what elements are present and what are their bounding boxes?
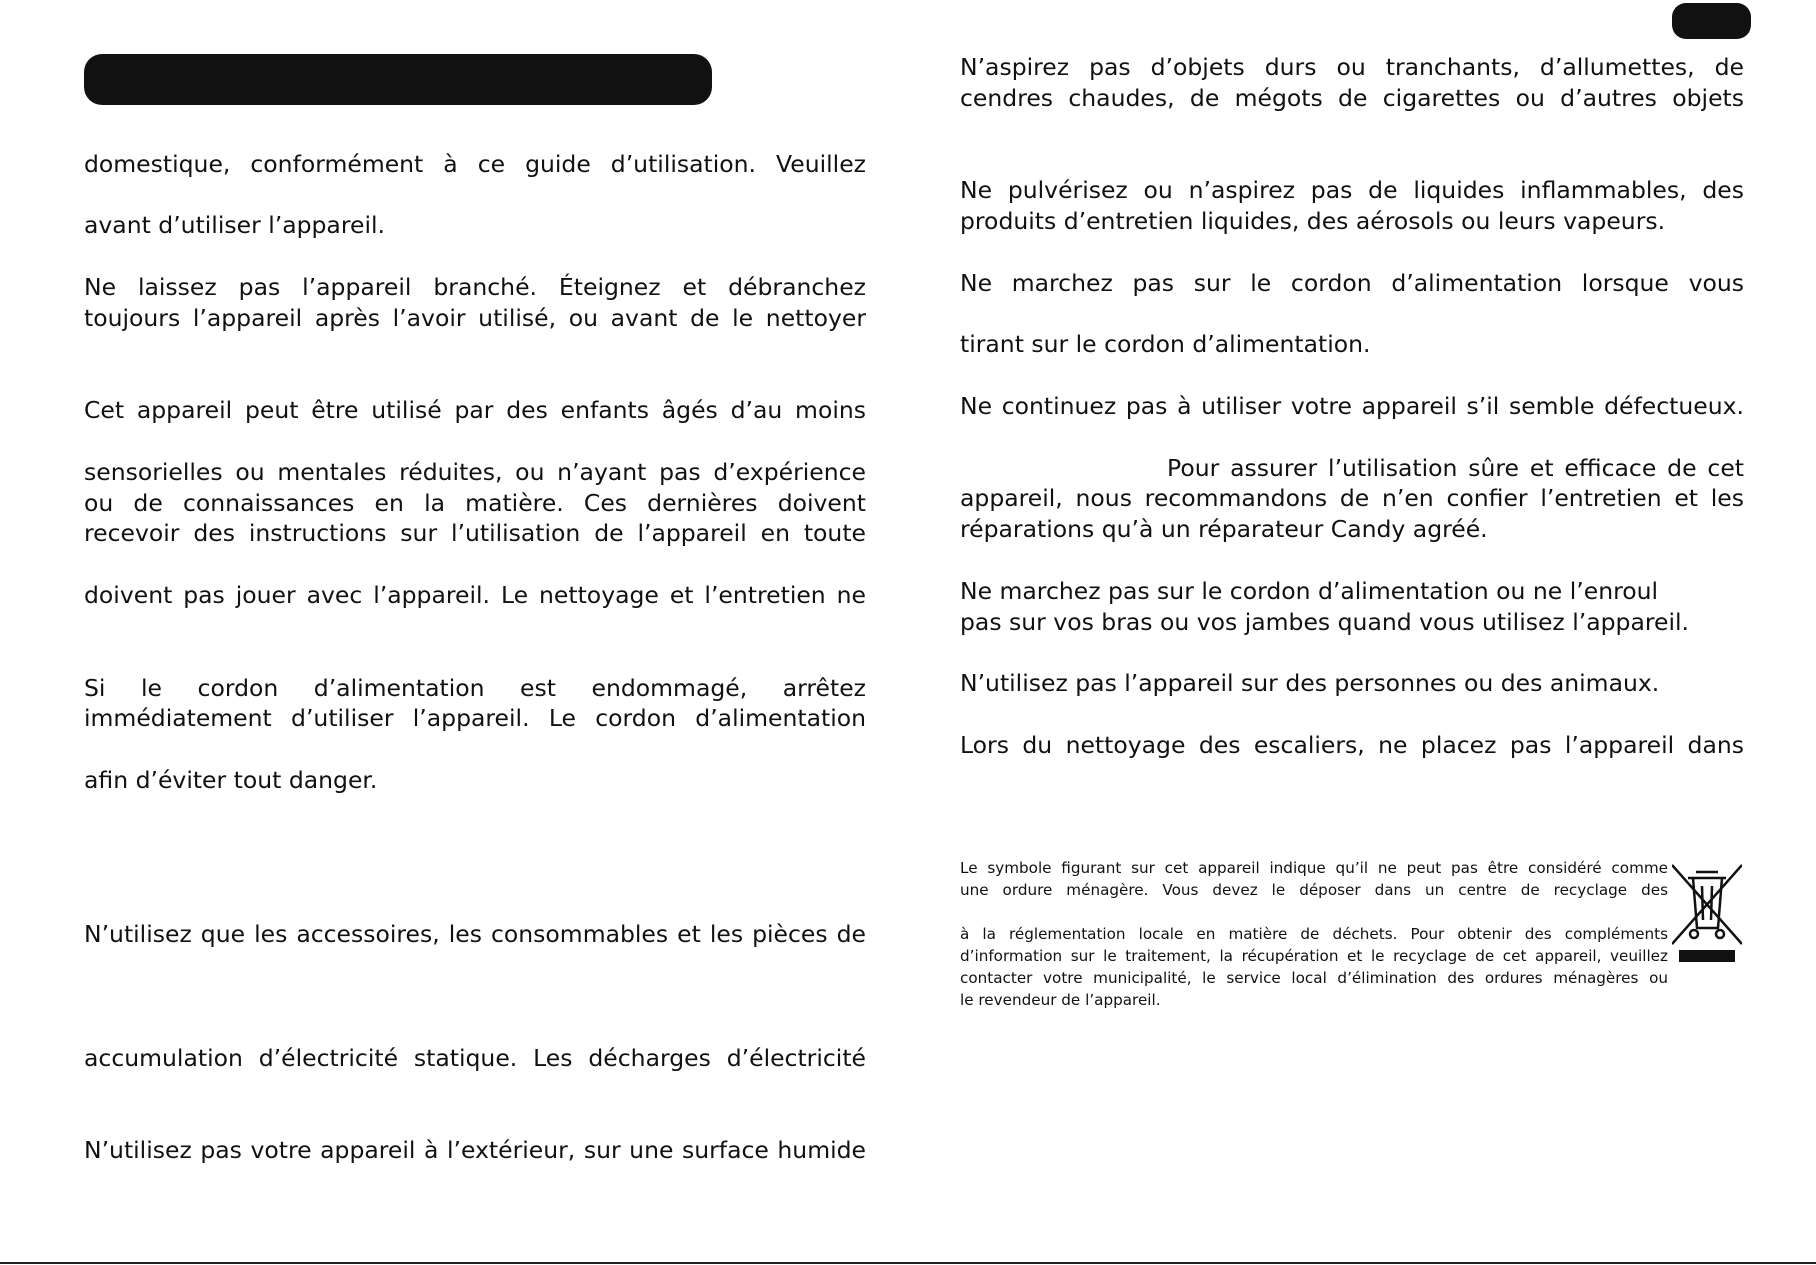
right-text-line: pas sur vos bras ou vos jambes quand vous utilisez l’appareil. (960, 608, 1689, 636)
right-text-line: Ne marchez pas sur le cordon d’alimentation ou ne l’enroul (960, 577, 1659, 605)
weee-underline-bar (1679, 950, 1735, 962)
right-text-line: cendres chaudes, de mégots de cigarettes ou d’autres objets (960, 84, 1744, 112)
left-text-line: sensorielles ou mentales réduites, ou n’ayant pas d’expérience (84, 458, 866, 486)
right-text-line: N’aspirez pas d’objets durs ou tranchants, d’allumettes, de (960, 53, 1744, 81)
left-text-line: avant d’utiliser l’appareil. (84, 211, 385, 239)
right-text-line: Ne marchez pas sur le cordon d’alimentation lorsque vous (960, 269, 1744, 297)
weee-text-line: une ordure ménagère. Vous devez le déposer dans un centre de recyclage des (960, 881, 1668, 899)
right-text-line: Ne pulvérisez ou n’aspirez pas de liquides inflammables, des (960, 176, 1744, 204)
left-text-line: Ne laissez pas l’appareil branché. Éteignez et débranchez (84, 273, 866, 301)
left-text-line: toujours l’appareil après l’avoir utilisé, ou avant de le nettoyer (84, 304, 866, 332)
weee-text-line: Le symbole figurant sur cet appareil indique qu’il ne peut pas être considéré comme (960, 859, 1668, 877)
weee-text-line: le revendeur de l’appareil. (960, 991, 1161, 1009)
left-text-line: recevoir des instructions sur l’utilisation de l’appareil en toute (84, 519, 866, 547)
page-bottom-rule (0, 1262, 1816, 1264)
left-text-line: domestique, conformément à ce guide d’utilisation. Veuillez (84, 150, 866, 178)
left-text-line: Cet appareil peut être utilisé par des enfants âgés d’au moins (84, 396, 866, 424)
left-text-line: accumulation d’électricité statique. Les décharges d’électricité (84, 1044, 866, 1072)
left-text-line: immédiatement d’utiliser l’appareil. Le cordon d’alimentation (84, 704, 866, 732)
weee-text-line: à la réglementation locale en matière de déchets. Pour obtenir des compléments (960, 925, 1668, 943)
right-text-line: N’utilisez pas l’appareil sur des personnes ou des animaux. (960, 669, 1660, 697)
section-header-bar (84, 54, 712, 105)
left-text-line: afin d’éviter tout danger. (84, 766, 378, 794)
right-text-line: Ne continuez pas à utiliser votre appareil s’il semble défectueux. (960, 392, 1744, 420)
left-text-line: Si le cordon d’alimentation est endommagé, arrêtez (84, 674, 866, 702)
left-text-line: doivent pas jouer avec l’appareil. Le nettoyage et l’entretien ne (84, 581, 866, 609)
page-number-badge (1672, 3, 1751, 39)
right-text-line: réparations qu’à un réparateur Candy agréé. (960, 515, 1488, 543)
crossed-out-bin-icon (1672, 862, 1742, 962)
weee-text-line: d’information sur le traitement, la récupération et le recyclage de cet appareil, veuillez (960, 947, 1668, 965)
left-text-line: ou de connaissances en la matière. Ces dernières doivent (84, 489, 866, 517)
left-text-line: N’utilisez que les accessoires, les consommables et les pièces de (84, 920, 866, 948)
right-text-line: tirant sur le cordon d’alimentation. (960, 330, 1371, 358)
right-text-line: Pour assurer l’utilisation sûre et efficace de cet (1167, 454, 1744, 482)
right-text-line: produits d’entretien liquides, des aérosols ou leurs vapeurs. (960, 207, 1666, 235)
weee-text-line: contacter votre municipalité, le service local d’élimination des ordures ménagères ou (960, 969, 1668, 987)
right-text-line: appareil, nous recommandons de n’en confier l’entretien et les (960, 484, 1744, 512)
right-text-line: Lors du nettoyage des escaliers, ne placez pas l’appareil dans (960, 731, 1744, 759)
left-text-line: N’utilisez pas votre appareil à l’extérieur, sur une surface humide (84, 1136, 866, 1164)
